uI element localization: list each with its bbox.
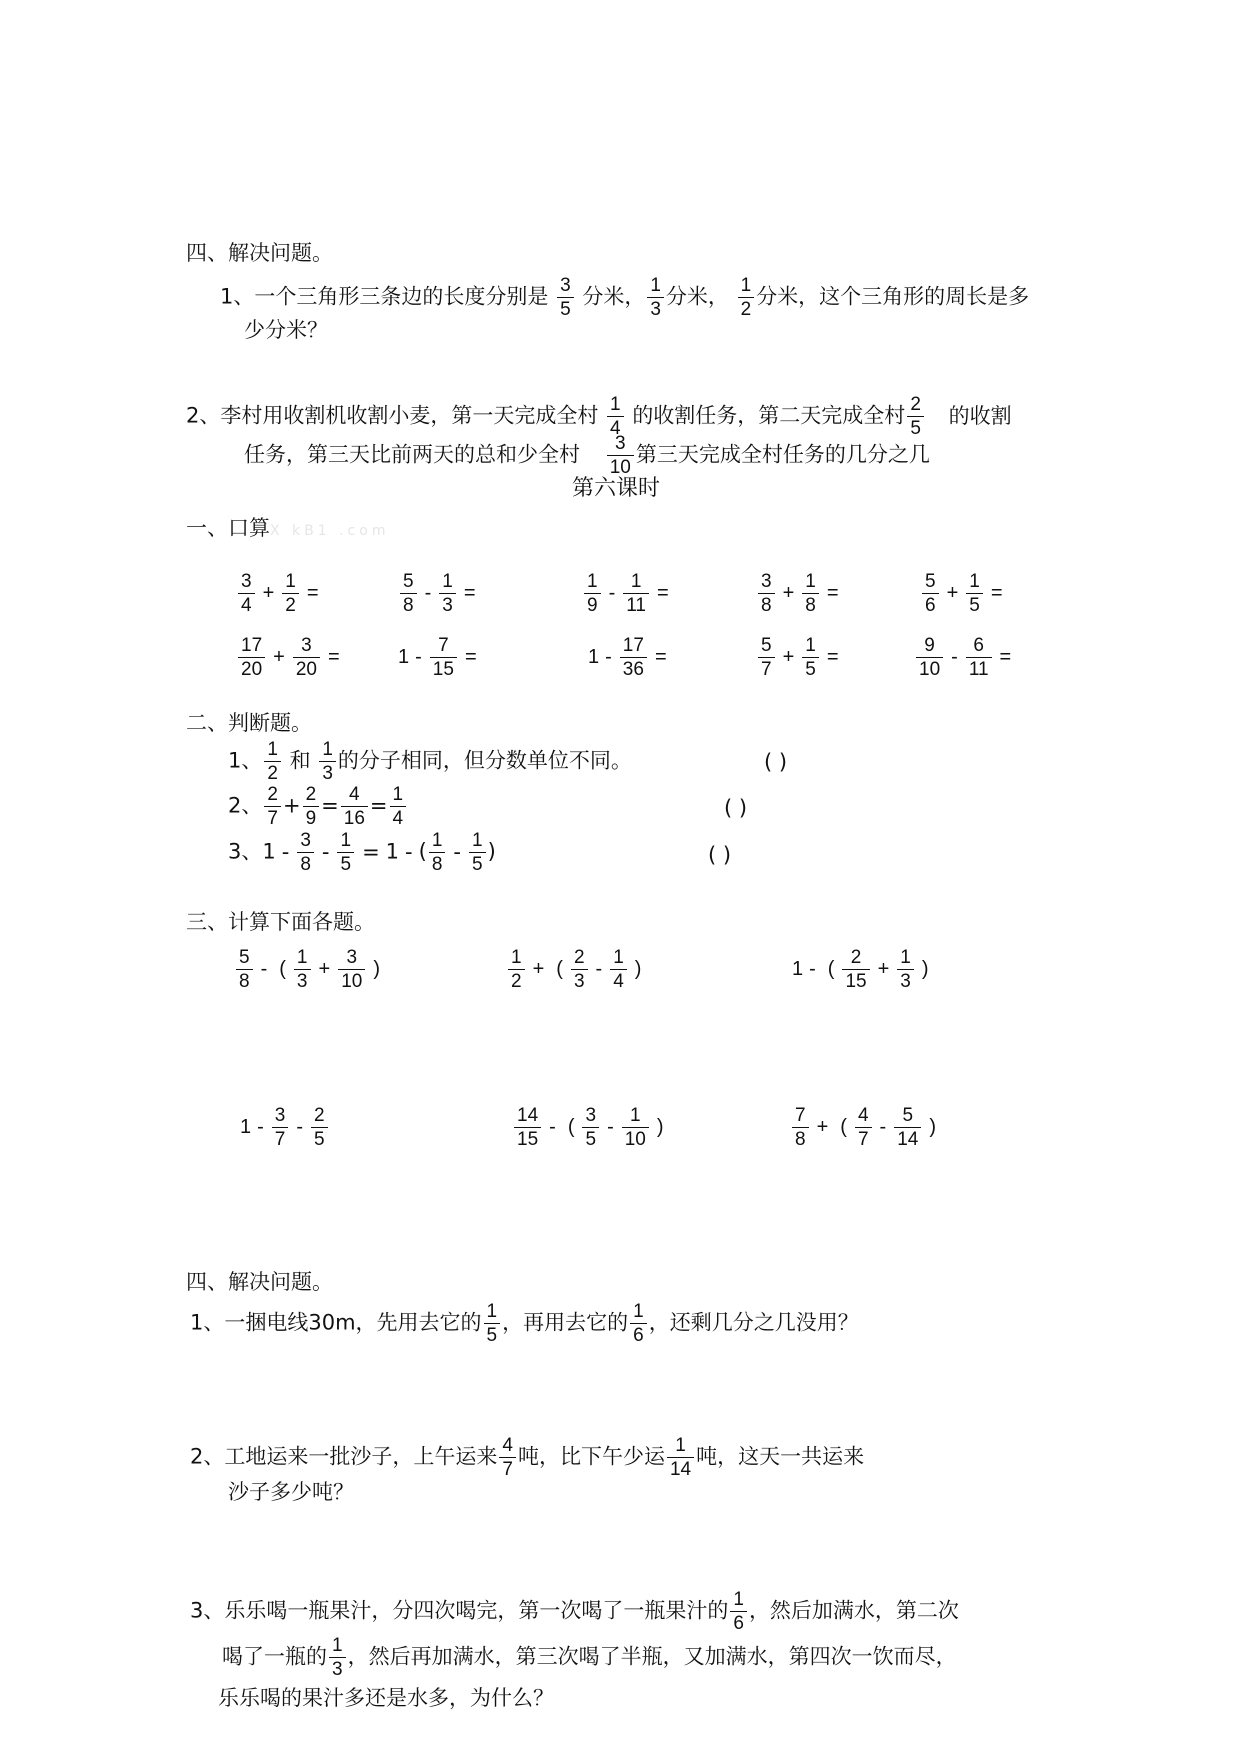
problem-a2-line2: 任务，第三天比前两天的总和少全村 $\frac{3}{10}$ 第三天完成全村任务的几分之几 — [244, 433, 930, 478]
numerator: 1 — [805, 571, 816, 592]
math-operator: - — [296, 1115, 304, 1138]
denominator: 4 — [238, 593, 255, 615]
math-operator: ) — [656, 1115, 664, 1138]
numerator: 3 — [761, 571, 772, 592]
fraction — [622, 1106, 649, 1149]
mental-math-item: 1 - $\frac{7}{15}$ = — [398, 635, 477, 680]
section-heading-mental-math: 一、口算X kB1 .com — [186, 516, 390, 540]
numerator: 1 — [740, 275, 752, 296]
numerator: 5 — [239, 947, 250, 968]
fraction — [484, 1302, 501, 1345]
numerator: 5 — [902, 1105, 914, 1126]
mental-math-item — [756, 572, 845, 615]
denominator: 8 — [400, 593, 417, 615]
fraction — [329, 1636, 346, 1679]
numerator: 1 — [733, 1589, 744, 1610]
math-operator: - — [424, 581, 432, 604]
math-operator: = — [654, 645, 667, 668]
mental-math-item — [914, 636, 1017, 679]
fraction — [293, 636, 320, 679]
math-operator: = — [826, 581, 839, 604]
numerator: 5 — [925, 571, 936, 592]
numerator: 1 — [587, 571, 598, 592]
numerator: 1 — [969, 571, 980, 592]
numerator: 1 — [392, 784, 404, 805]
denominator: 3 — [329, 1657, 346, 1679]
problem-b2-line1: 2、工地运来一批沙子，上午运来 $\frac{4}{7}$ 吨，比下午少运 $\frac{1}{14}$ 吨，这天一共运来 — [190, 1435, 865, 1480]
denominator: 2 — [282, 593, 299, 615]
denominator: 11 — [623, 593, 649, 615]
math-operator: = — [463, 581, 476, 604]
denominator: 16 — [341, 806, 368, 828]
math-operator: - — [809, 957, 816, 980]
math-operator: ) — [929, 1115, 936, 1138]
fraction — [610, 948, 627, 991]
numerator: 5 — [761, 635, 772, 656]
denominator: 5 — [469, 852, 486, 874]
numerator: 1 — [486, 1301, 498, 1322]
denominator: 11 — [966, 657, 992, 679]
numerator: 2 — [305, 784, 317, 805]
numerator: 2 — [850, 947, 862, 968]
denominator: 5 — [966, 593, 983, 615]
fraction — [469, 831, 486, 874]
numerator: 3 — [614, 433, 626, 454]
denominator: 4 — [610, 969, 627, 991]
denominator: 5 — [557, 297, 574, 319]
math-operator: - — [951, 645, 958, 668]
calc-item-1 — [234, 948, 386, 991]
section-heading-true-false: 二、判断题。 — [186, 711, 312, 735]
fraction — [236, 948, 253, 991]
numerator: 3 — [301, 635, 312, 656]
math-operator: ( — [279, 957, 286, 980]
fraction — [272, 1106, 289, 1149]
denominator: 5 — [337, 852, 354, 874]
numerator: 1 — [471, 830, 483, 851]
mental-math-item — [756, 636, 845, 679]
denominator: 9 — [584, 593, 601, 615]
denominator: 10 — [916, 657, 943, 679]
math-operator: ) — [373, 957, 380, 980]
numerator: 1 — [285, 571, 296, 592]
problem-b3-line3: 乐乐喝的果汁多还是水多，为什么？ — [218, 1686, 554, 1710]
math-operator: + — [532, 957, 545, 980]
denominator: 2 — [508, 969, 525, 991]
fraction — [582, 1106, 599, 1149]
fraction — [238, 636, 265, 679]
denominator: 9 — [303, 806, 320, 828]
fraction — [623, 572, 649, 615]
fraction — [264, 785, 281, 828]
numerator: 1 — [805, 635, 816, 656]
math-operator: - — [257, 1115, 264, 1138]
numerator: 14 — [517, 1105, 539, 1126]
fraction — [738, 276, 755, 319]
numerator: 3 — [585, 1105, 597, 1126]
numerator: 2 — [267, 784, 278, 805]
math-operator: + — [782, 645, 795, 668]
denominator: 8 — [758, 593, 775, 615]
fraction — [429, 831, 446, 874]
calc-item-5 — [512, 1106, 670, 1149]
fraction — [430, 636, 457, 679]
fraction — [922, 572, 939, 615]
math-operator: - — [607, 1115, 614, 1138]
denominator: 7 — [272, 1127, 289, 1149]
numerator: 17 — [241, 635, 263, 656]
fraction — [907, 395, 924, 438]
numerator: 1 — [267, 739, 278, 760]
math-operator: - — [281, 839, 290, 864]
fraction — [571, 948, 588, 991]
denominator: 5 — [484, 1323, 501, 1345]
math-operator: ) — [921, 957, 929, 980]
numerator: 1 — [610, 394, 621, 415]
section-heading-calculate: 三、计算下面各题。 — [186, 910, 375, 934]
denominator: 6 — [630, 1323, 647, 1345]
denominator: 6 — [922, 593, 939, 615]
denominator: 5 — [802, 657, 819, 679]
denominator: 10 — [338, 969, 365, 991]
denominator: 2 — [264, 761, 281, 783]
fraction — [508, 948, 525, 991]
denominator: 3 — [897, 969, 914, 991]
fraction — [499, 1436, 516, 1479]
fraction — [238, 572, 255, 615]
mental-math-item — [398, 572, 482, 615]
numerator: 1 — [442, 571, 453, 592]
problem-b3-line2: 喝了一瓶的 $\frac{1}{3}$ ，然后再加满水，第三次喝了半瓶，又加满水，第四次一饮而尽， — [222, 1635, 957, 1680]
denominator: 8 — [802, 593, 819, 615]
numerator: 3 — [241, 571, 252, 592]
denominator: 8 — [792, 1127, 809, 1149]
math-operator: - — [453, 839, 461, 864]
fraction — [337, 831, 354, 874]
problem-b2-line2: 沙子多少吨？ — [228, 1480, 354, 1504]
denominator: 8 — [429, 852, 446, 874]
calc-item-6 — [790, 1106, 942, 1149]
numerator: 1 — [675, 1435, 686, 1456]
numerator: 3 — [300, 830, 311, 851]
denominator: 8 — [297, 852, 314, 874]
fraction — [341, 785, 368, 828]
watermark: X kB1 .com — [270, 523, 390, 539]
math-operator: - — [605, 645, 612, 668]
denominator: 7 — [264, 806, 281, 828]
math-operator: = — [327, 645, 340, 668]
fraction — [647, 276, 664, 319]
math-operator: + — [816, 1115, 829, 1138]
math-operator: = — [990, 581, 1003, 604]
math-operator: - — [608, 581, 616, 604]
math-operator: - — [549, 1115, 556, 1138]
numerator: 17 — [622, 635, 644, 656]
denominator: 36 — [620, 657, 647, 679]
fraction — [730, 1590, 747, 1633]
numerator: 5 — [403, 571, 414, 592]
lesson-title: 第六课时 — [572, 476, 661, 501]
numerator: 2 — [910, 394, 921, 415]
math-operator: - — [405, 839, 413, 864]
fraction — [802, 572, 819, 615]
calc-item-3: 1 - ( $\frac{2}{15}$ + $\frac{1}{3}$ ) — [792, 947, 929, 992]
mental-math-item — [236, 636, 346, 679]
fraction — [439, 572, 456, 615]
denominator: 3 — [571, 969, 588, 991]
denominator: 10 — [607, 455, 634, 477]
math-operator: - — [879, 1115, 887, 1138]
problem-a1-line2: 少分米？ — [244, 318, 328, 342]
math-operator: - — [595, 957, 603, 980]
math-operator: ( — [827, 957, 835, 980]
problem-a1-line1: 1、一个三角形三条边的长度分别是 $\frac{3}{5}$ 分米， $\frac{1}{3}$ 分米， $\frac{1}{2}$ 分米，这个三角形的周长是多 — [220, 275, 1030, 320]
denominator: 3 — [319, 761, 336, 783]
fraction — [294, 948, 311, 991]
numerator: 4 — [349, 784, 360, 805]
fraction — [792, 1106, 809, 1149]
denominator: 4 — [607, 416, 624, 438]
mental-math-item — [920, 572, 1009, 615]
fraction — [620, 636, 647, 679]
numerator: 1 — [296, 947, 308, 968]
math-operator: = — [362, 839, 380, 864]
fraction — [390, 785, 407, 828]
answer-blank-1[interactable]: ( ) — [764, 750, 788, 774]
denominator: 5 — [311, 1127, 328, 1149]
math-operator: = — [464, 645, 477, 668]
math-operator: = — [826, 645, 839, 668]
denominator: 10 — [622, 1127, 649, 1149]
numerator: 4 — [502, 1435, 513, 1456]
fraction — [607, 395, 624, 438]
numerator: 1 — [650, 275, 661, 296]
judge-item-2: 2、 $\frac{2}{7}$ + $\frac{2}{9}$ = $\frac{4}{16}$ = $\frac{1}{4}$ — [228, 785, 408, 828]
fraction — [802, 636, 819, 679]
fraction — [607, 434, 634, 477]
denominator: 3 — [647, 297, 664, 319]
denominator: 5 — [582, 1127, 599, 1149]
problem-b1: 1、一捆电线30m，先用去它的 $\frac{1}{5}$ ，再用去它的 $\frac{1}{6}$ ，还剩几分之几没用？ — [190, 1301, 859, 1346]
numerator: 7 — [795, 1105, 806, 1126]
denominator: 6 — [730, 1611, 747, 1633]
math-operator: - — [260, 957, 268, 980]
math-operator: - — [321, 839, 330, 864]
calc-item-4: 1 - $\frac{3}{7}$ - $\frac{2}{5}$ — [240, 1106, 330, 1149]
math-operator: = — [306, 581, 319, 604]
denominator: 20 — [238, 657, 265, 679]
math-operator: = — [656, 581, 669, 604]
problem-a2-line1: 2、李村用收割机收割小麦，第一天完成全村 $\frac{1}{4}$ 的收割任务，第二天完成全村 $\frac{2}{5}$ 的收割 — [186, 394, 1012, 439]
math-operator: ( — [840, 1115, 847, 1138]
fraction — [916, 636, 943, 679]
numerator: 1 — [630, 1105, 641, 1126]
numerator: 1 — [633, 1301, 644, 1322]
denominator: 3 — [439, 593, 456, 615]
fraction — [894, 1106, 921, 1149]
fraction — [264, 740, 281, 783]
fraction — [855, 1106, 872, 1149]
denominator: 7 — [499, 1457, 516, 1479]
fraction — [758, 572, 775, 615]
denominator: 7 — [855, 1127, 872, 1149]
denominator: 14 — [667, 1457, 694, 1479]
denominator: 3 — [294, 969, 311, 991]
fraction — [514, 1106, 541, 1149]
numerator: 9 — [924, 635, 935, 656]
numerator: 2 — [573, 947, 585, 968]
calc-item-2 — [506, 948, 647, 991]
numerator: 1 — [630, 571, 642, 592]
fraction — [303, 785, 320, 828]
fraction — [400, 572, 417, 615]
denominator: 15 — [842, 969, 869, 991]
fraction — [758, 636, 775, 679]
numerator: 6 — [973, 635, 984, 656]
fraction — [311, 1106, 328, 1149]
numerator: 1 — [613, 947, 624, 968]
denominator: 2 — [738, 297, 755, 319]
numerator: 1 — [511, 947, 522, 968]
numerator: 3 — [274, 1105, 286, 1126]
numerator: 7 — [438, 635, 449, 656]
denominator: 20 — [293, 657, 320, 679]
math-operator: ( — [567, 1115, 575, 1138]
math-operator: = — [999, 645, 1012, 668]
fraction — [557, 276, 574, 319]
math-operator: + — [782, 581, 795, 604]
judge-item-3: 3、1 - $\frac{3}{8}$ - $\frac{1}{5}$ = 1 - ( $\frac{1}{8}$ - $\frac{1}{5}$ ) — [228, 830, 496, 875]
problem-b3-line1: 3、乐乐喝一瓶果汁，分四次喝完，第一次喝了一瓶果汁的 $\frac{1}{6}$ ，然后加满水，第二次 — [190, 1589, 959, 1634]
fraction — [966, 636, 992, 679]
denominator: 5 — [907, 416, 924, 438]
math-operator: + — [273, 645, 285, 668]
math-operator: + — [946, 581, 959, 604]
section-heading-problems-a: 四、解决问题。 — [186, 241, 333, 265]
answer-blank-2[interactable]: ( ) — [724, 796, 748, 820]
mental-math-item — [236, 572, 325, 615]
fraction — [667, 1436, 694, 1479]
numerator: 1 — [322, 739, 333, 760]
numerator: 1 — [431, 830, 443, 851]
math-operator: ( — [556, 957, 563, 980]
denominator: 8 — [236, 969, 253, 991]
numerator: 1 — [332, 1635, 343, 1656]
numerator: 1 — [340, 830, 352, 851]
fraction — [319, 740, 336, 783]
fraction — [897, 948, 914, 991]
numerator: 3 — [560, 275, 571, 296]
numerator: 1 — [900, 947, 911, 968]
section-heading-problems-b: 四、解决问题。 — [186, 1270, 333, 1294]
math-operator: ) — [634, 957, 642, 980]
fraction — [297, 831, 314, 874]
fraction — [338, 948, 365, 991]
fraction — [282, 572, 299, 615]
fraction — [584, 572, 601, 615]
fraction — [966, 572, 983, 615]
answer-blank-3[interactable]: ( ) — [708, 843, 732, 867]
judge-item-1: 1、 $\frac{1}{2}$ 和 $\frac{1}{3}$ 的分子相同，但分数单位不同。 — [228, 739, 632, 784]
denominator: 7 — [758, 657, 775, 679]
math-operator: + — [877, 957, 890, 980]
mental-math-item: 1 - $\frac{17}{36}$ = — [588, 635, 667, 680]
math-operator: + — [262, 581, 275, 604]
denominator: 4 — [390, 806, 407, 828]
fraction — [630, 1302, 647, 1345]
denominator: 15 — [430, 657, 457, 679]
math-operator: - — [415, 645, 422, 668]
fraction — [842, 948, 869, 991]
numerator: 4 — [857, 1105, 869, 1126]
mental-math-item — [582, 572, 675, 615]
denominator: 14 — [894, 1127, 921, 1149]
numerator: 2 — [314, 1105, 325, 1126]
denominator: 15 — [514, 1127, 541, 1149]
math-operator: + — [318, 957, 331, 980]
numerator: 3 — [346, 947, 358, 968]
